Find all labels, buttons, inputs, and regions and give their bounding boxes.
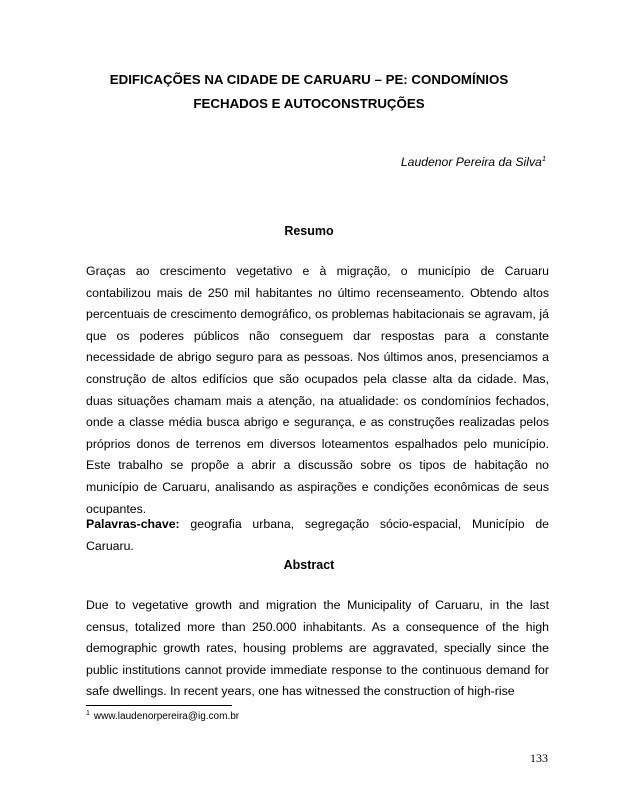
footnote-divider — [86, 705, 232, 706]
footnote — [86, 710, 239, 724]
author-name-text: Laudenor Pereira da Silva — [400, 155, 542, 169]
document-title-line-1: EDIFICAÇÕES NA CIDADE DE CARUARU – PE: CONDOMÍNIOS — [109, 72, 509, 87]
abstract-paragraph: Due to vegetative growth and migration the Municipality of Caruaru, in the last census, totalized more than 250.000 inhabitants. As a consequence of the high demographic growth rates, housing problems are aggravated, specially since the public institutions cannot provide immediate response to the continuous demand for safe dwellings. In recent years, one has witnessed the construction of high-rise — [86, 598, 549, 699]
document-title-line-2: FECHADOS E AUTOCONSTRUÇÕES — [193, 96, 425, 111]
footnote-mark: 1 — [86, 709, 90, 717]
page-number: 133 — [530, 751, 548, 765]
keywords-label: Palavras-chave: — [86, 517, 180, 531]
footnote-text: www.laudenorpereira@ig.com.br — [93, 711, 240, 722]
abstract-heading: Abstract — [283, 558, 335, 572]
resumo-heading: Resumo — [284, 224, 334, 238]
keywords-text: geografia urbana, segregação sócio-espacial, Município de Caruaru. — [86, 517, 549, 553]
resumo-paragraph: Graças ao crescimento vegetativo e à migração, o município de Caruaru contabilizou mais de 250 mil habitantes no último recenseamento. Obtendo altos percentuais de crescimento demográfico, os problemas habitacionais se agravam, já que os poderes públicos não conseguem dar respostas para a constante necessidade de abrigo seguro para as pessoas. Nos últimos anos, presenciamos a construção de altos edifícios que são ocupados pela classe alta da cidade. Mas, duas situações chamam mais a atenção, na atualidade: os condomínios fechados, onde a classe média busca abrigo e segurança, e as construções realizadas pelos próprios donos de terrenos em diversos loteamentos espalhados pelo município. Este trabalho se propõe a abrir a discussão sobre os tipos de habitação no município de Caruaru, analisando as aspirações e condições econômicas de seus ocupantes. — [86, 264, 549, 516]
keywords-paragraph — [86, 514, 549, 557]
author-name — [401, 154, 546, 170]
author-footnote-mark: 1 — [541, 153, 546, 163]
